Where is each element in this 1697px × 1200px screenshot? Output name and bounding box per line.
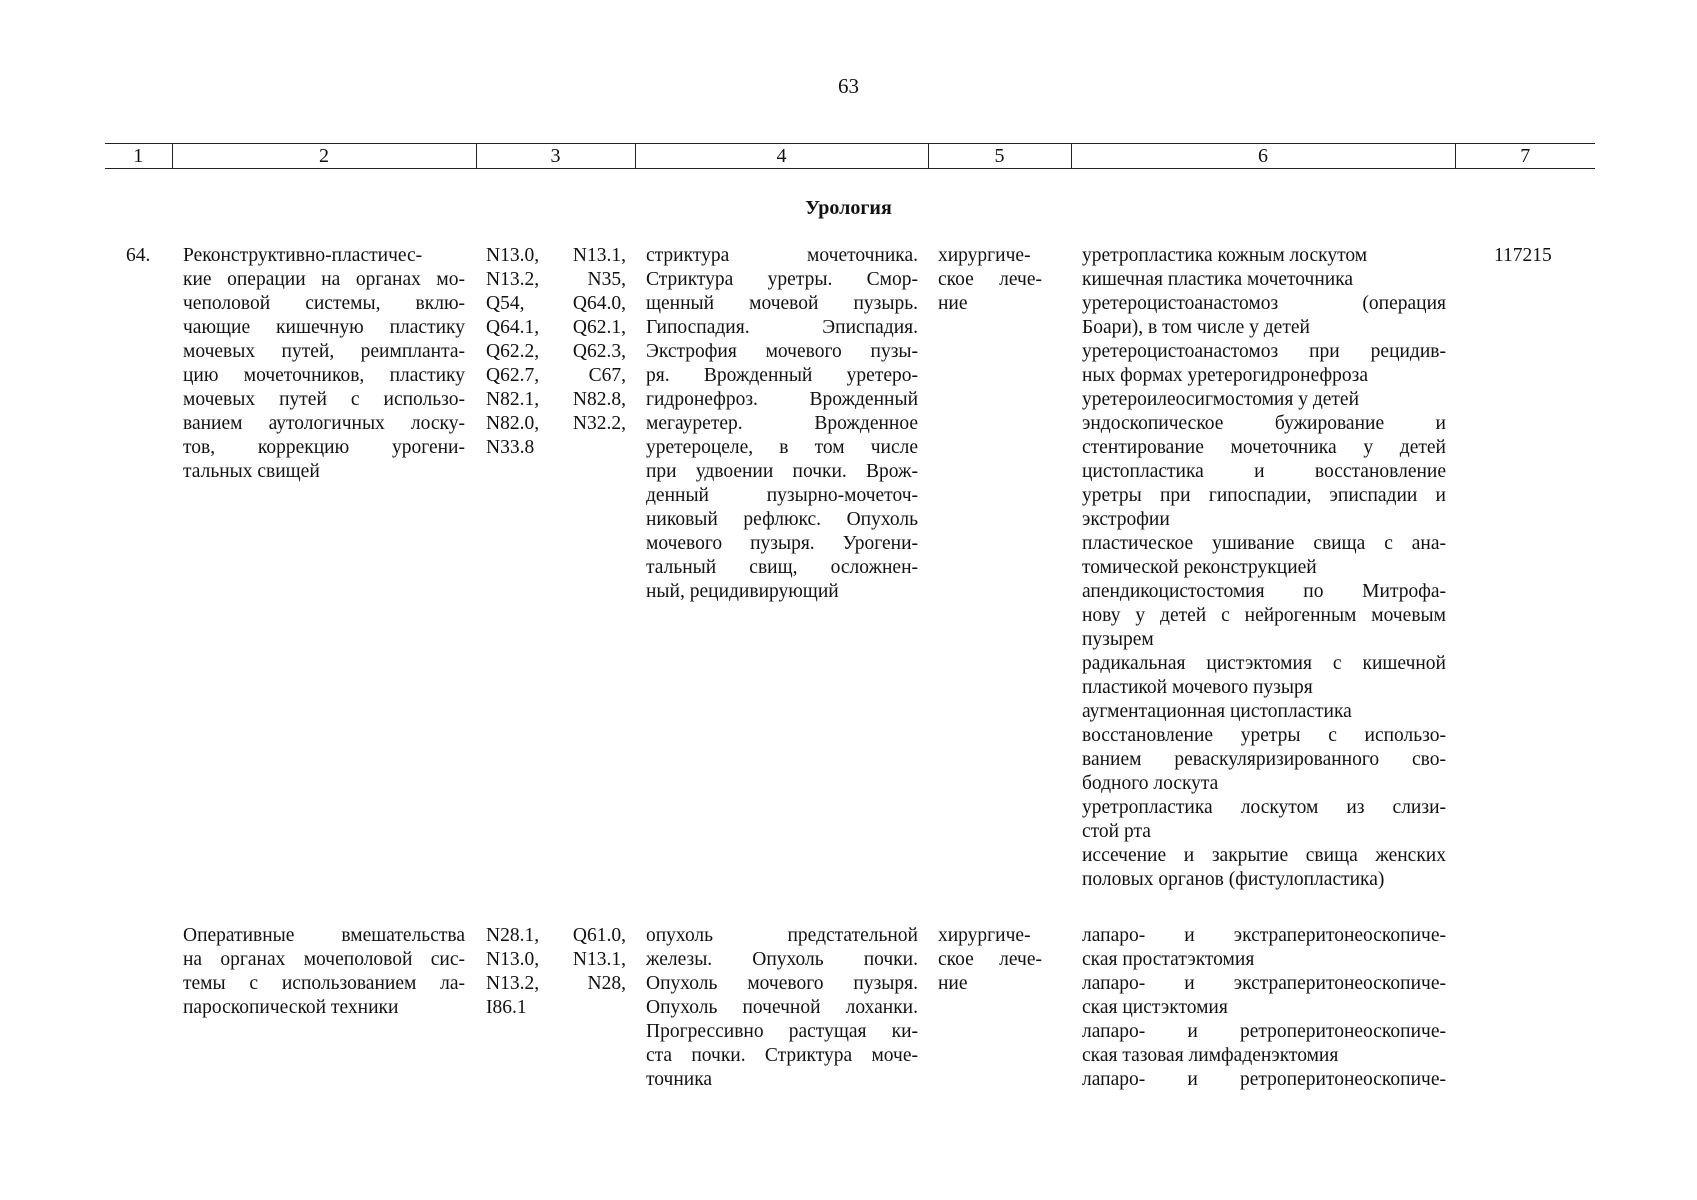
text-line: Реконструктивно-пластичес- <box>183 245 423 266</box>
text-line: стентирование мочеточника у детей <box>1082 437 1446 458</box>
text-line: мочевых путей с использо- <box>183 389 465 410</box>
text-line: N13.2, N35, <box>486 269 626 290</box>
text-line: ская цистэктомия <box>1082 997 1228 1018</box>
header-col-1: 1 <box>105 144 172 169</box>
header-col-4: 4 <box>635 144 928 169</box>
text-line: уретероцистоанастомоз (операция <box>1082 293 1446 314</box>
text-line: пузырем <box>1082 629 1154 650</box>
text-line: стриктура мочеточника. <box>646 245 918 266</box>
text-line: кие операции на органах мо- <box>183 269 465 290</box>
section-title: Урология <box>805 197 892 219</box>
text-line: эндоскопическое бужирование и <box>1082 413 1446 434</box>
text-line: ванием аутологичных лоску- <box>183 413 465 434</box>
text-line: N13.0, N13.1, <box>486 949 626 970</box>
text-line: Гипоспадия. Эписпадия. <box>646 317 918 338</box>
diagnosis-cell <box>646 244 918 604</box>
text-line: хирургиче- <box>938 245 1031 266</box>
text-line: Опухоль мочевого пузыря. <box>646 973 918 994</box>
procedure-group-cell <box>183 244 465 484</box>
text-line: Q54, Q64.0, <box>486 293 626 314</box>
text-line: хирургиче- <box>938 925 1031 946</box>
text-line: мочевого пузыря. Урогени- <box>646 533 918 554</box>
text-line: ние <box>938 293 968 314</box>
text-line: железы. Опухоль почки. <box>646 949 918 970</box>
text-line: Q62.7, C67, <box>486 365 626 386</box>
text-line: Экстрофия мочевого пузы- <box>646 341 918 362</box>
text-line: ря. Врожденный уретеро- <box>646 365 918 386</box>
text-line: Опухоль почечной лоханки. <box>646 997 918 1018</box>
text-line: мегауретер. Врожденное <box>646 413 918 434</box>
text-line: ское лече- <box>938 949 1042 970</box>
text-line: Q62.2, Q62.3, <box>486 341 626 362</box>
header-col-3: 3 <box>476 144 635 169</box>
column-number-header <box>105 143 1595 169</box>
text-line: тов, коррекцию урогени- <box>183 437 465 458</box>
text-line: щенный мочевой пузырь. <box>646 293 918 314</box>
text-line: лапаро- и экстраперитонеоскопиче- <box>1082 925 1446 946</box>
text-line: ское лече- <box>938 269 1042 290</box>
text-line: денный пузырно-мочеточ- <box>646 485 918 506</box>
text-line: Оперативные вмешательства <box>183 925 465 946</box>
text-line: кишечная пластика мочеточника <box>1082 269 1354 290</box>
row-number-text: 64. <box>126 245 151 266</box>
text-line: уретропластика лоскутом из слизи- <box>1082 797 1446 818</box>
text-line: аугментационная цистопластика <box>1082 701 1352 722</box>
text-line: ный, рецидивирующий <box>646 581 839 602</box>
text-line: N82.0, N32.2, <box>486 413 626 434</box>
text-line: N13.0, N13.1, <box>486 245 626 266</box>
text-line: томической реконструкцией <box>1082 557 1317 578</box>
text-line: ста почки. Стриктура моче- <box>646 1045 918 1066</box>
text-line: на органах мочеполовой сис- <box>183 949 465 970</box>
icd-codes-cell <box>486 244 626 460</box>
text-line: темы с использованием ла- <box>183 973 465 994</box>
text-line: Q64.1, Q62.1, <box>486 317 626 338</box>
text-line: пластикой мочевого пузыря <box>1082 677 1313 698</box>
text-line: экстрофии <box>1082 509 1170 530</box>
text-line: чающие кишечную пластику <box>183 317 465 338</box>
cost-cell <box>1494 244 1564 268</box>
text-line: N13.2, N28, <box>486 973 626 994</box>
header-col-2: 2 <box>172 144 476 169</box>
text-line: ванием реваскуляризированного сво- <box>1082 749 1446 770</box>
text-line: бодного лоскута <box>1082 773 1219 794</box>
text-line: половых органов (фистулопластика) <box>1082 869 1385 890</box>
diagnosis-cell <box>646 924 918 1092</box>
header-col-5: 5 <box>928 144 1071 169</box>
treatment-type-cell <box>938 244 1042 316</box>
procedure-group-cell <box>183 924 465 1020</box>
text-line: пластическое ушивание свища с ана- <box>1082 533 1446 554</box>
text-line: иссечение и закрытие свища женских <box>1082 845 1446 866</box>
text-line: I86.1 <box>486 997 527 1018</box>
text-line: при удвоении почки. Врож- <box>646 461 918 482</box>
text-line: стой рта <box>1082 821 1151 842</box>
text-line: радикальная цистэктомия с кишечной <box>1082 653 1446 674</box>
header-col-6: 6 <box>1071 144 1455 169</box>
text-line: уретропластика кожным лоскутом <box>1082 245 1368 266</box>
text-line: ние <box>938 973 968 994</box>
text-line: восстановление уретры с использо- <box>1082 725 1446 746</box>
text-line: опухоль предстательной <box>646 925 918 946</box>
text-line: N82.1, N82.8, <box>486 389 626 410</box>
treatment-methods-cell <box>1082 244 1446 892</box>
text-line: ская простатэктомия <box>1082 949 1255 970</box>
text-line: уретероцеле, в том числе <box>646 437 918 458</box>
text-line: чеполовой системы, вклю- <box>183 293 465 314</box>
text-line: нову у детей с нейрогенным мочевым <box>1082 605 1446 626</box>
text-line: лапаро- и ретроперитонеоскопиче- <box>1082 1021 1446 1042</box>
text-line: тальных свищей <box>183 461 320 482</box>
header-col-7: 7 <box>1455 144 1595 169</box>
text-line: цию мочеточников, пластику <box>183 365 465 386</box>
page-number: 63 <box>838 74 859 98</box>
text-line: апендикоцистостомия по Митрофа- <box>1082 581 1446 602</box>
treatment-methods-cell <box>1082 924 1446 1092</box>
text-line: лапаро- и ретроперитонеоскопиче- <box>1082 1069 1446 1090</box>
cost-value: 117215 <box>1494 245 1552 266</box>
text-line: N33.8 <box>486 437 535 458</box>
text-line: уретры при гипоспадии, эписпадии и <box>1082 485 1446 506</box>
text-line: ных формах уретерогидронефроза <box>1082 365 1368 386</box>
text-line: гидронефроз. Врожденный <box>646 389 918 410</box>
text-line: цистопластика и восстановление <box>1082 461 1446 482</box>
treatment-type-cell <box>938 924 1042 996</box>
icd-codes-cell <box>486 924 626 1020</box>
text-line: уретероцистоанастомоз при рецидив- <box>1082 341 1446 362</box>
text-line: никовый рефлюкс. Опухоль <box>646 509 918 530</box>
text-line: N28.1, Q61.0, <box>486 925 626 946</box>
text-line: точника <box>646 1069 713 1090</box>
text-line: Прогрессивно растущая ки- <box>646 1021 918 1042</box>
text-line: мочевых путей, реимпланта- <box>183 341 465 362</box>
text-line: тальный свищ, осложнен- <box>646 557 918 578</box>
text-line: пароскопической техники <box>183 997 399 1018</box>
text-line: уретероилеосигмостомия у детей <box>1082 389 1360 410</box>
text-line: лапаро- и экстраперитонеоскопиче- <box>1082 973 1446 994</box>
row-number <box>126 244 166 268</box>
text-line: ская тазовая лимфаденэктомия <box>1082 1045 1339 1066</box>
text-line: Стриктура уретры. Смор- <box>646 269 918 290</box>
text-line: Боари), в том числе у детей <box>1082 317 1310 338</box>
